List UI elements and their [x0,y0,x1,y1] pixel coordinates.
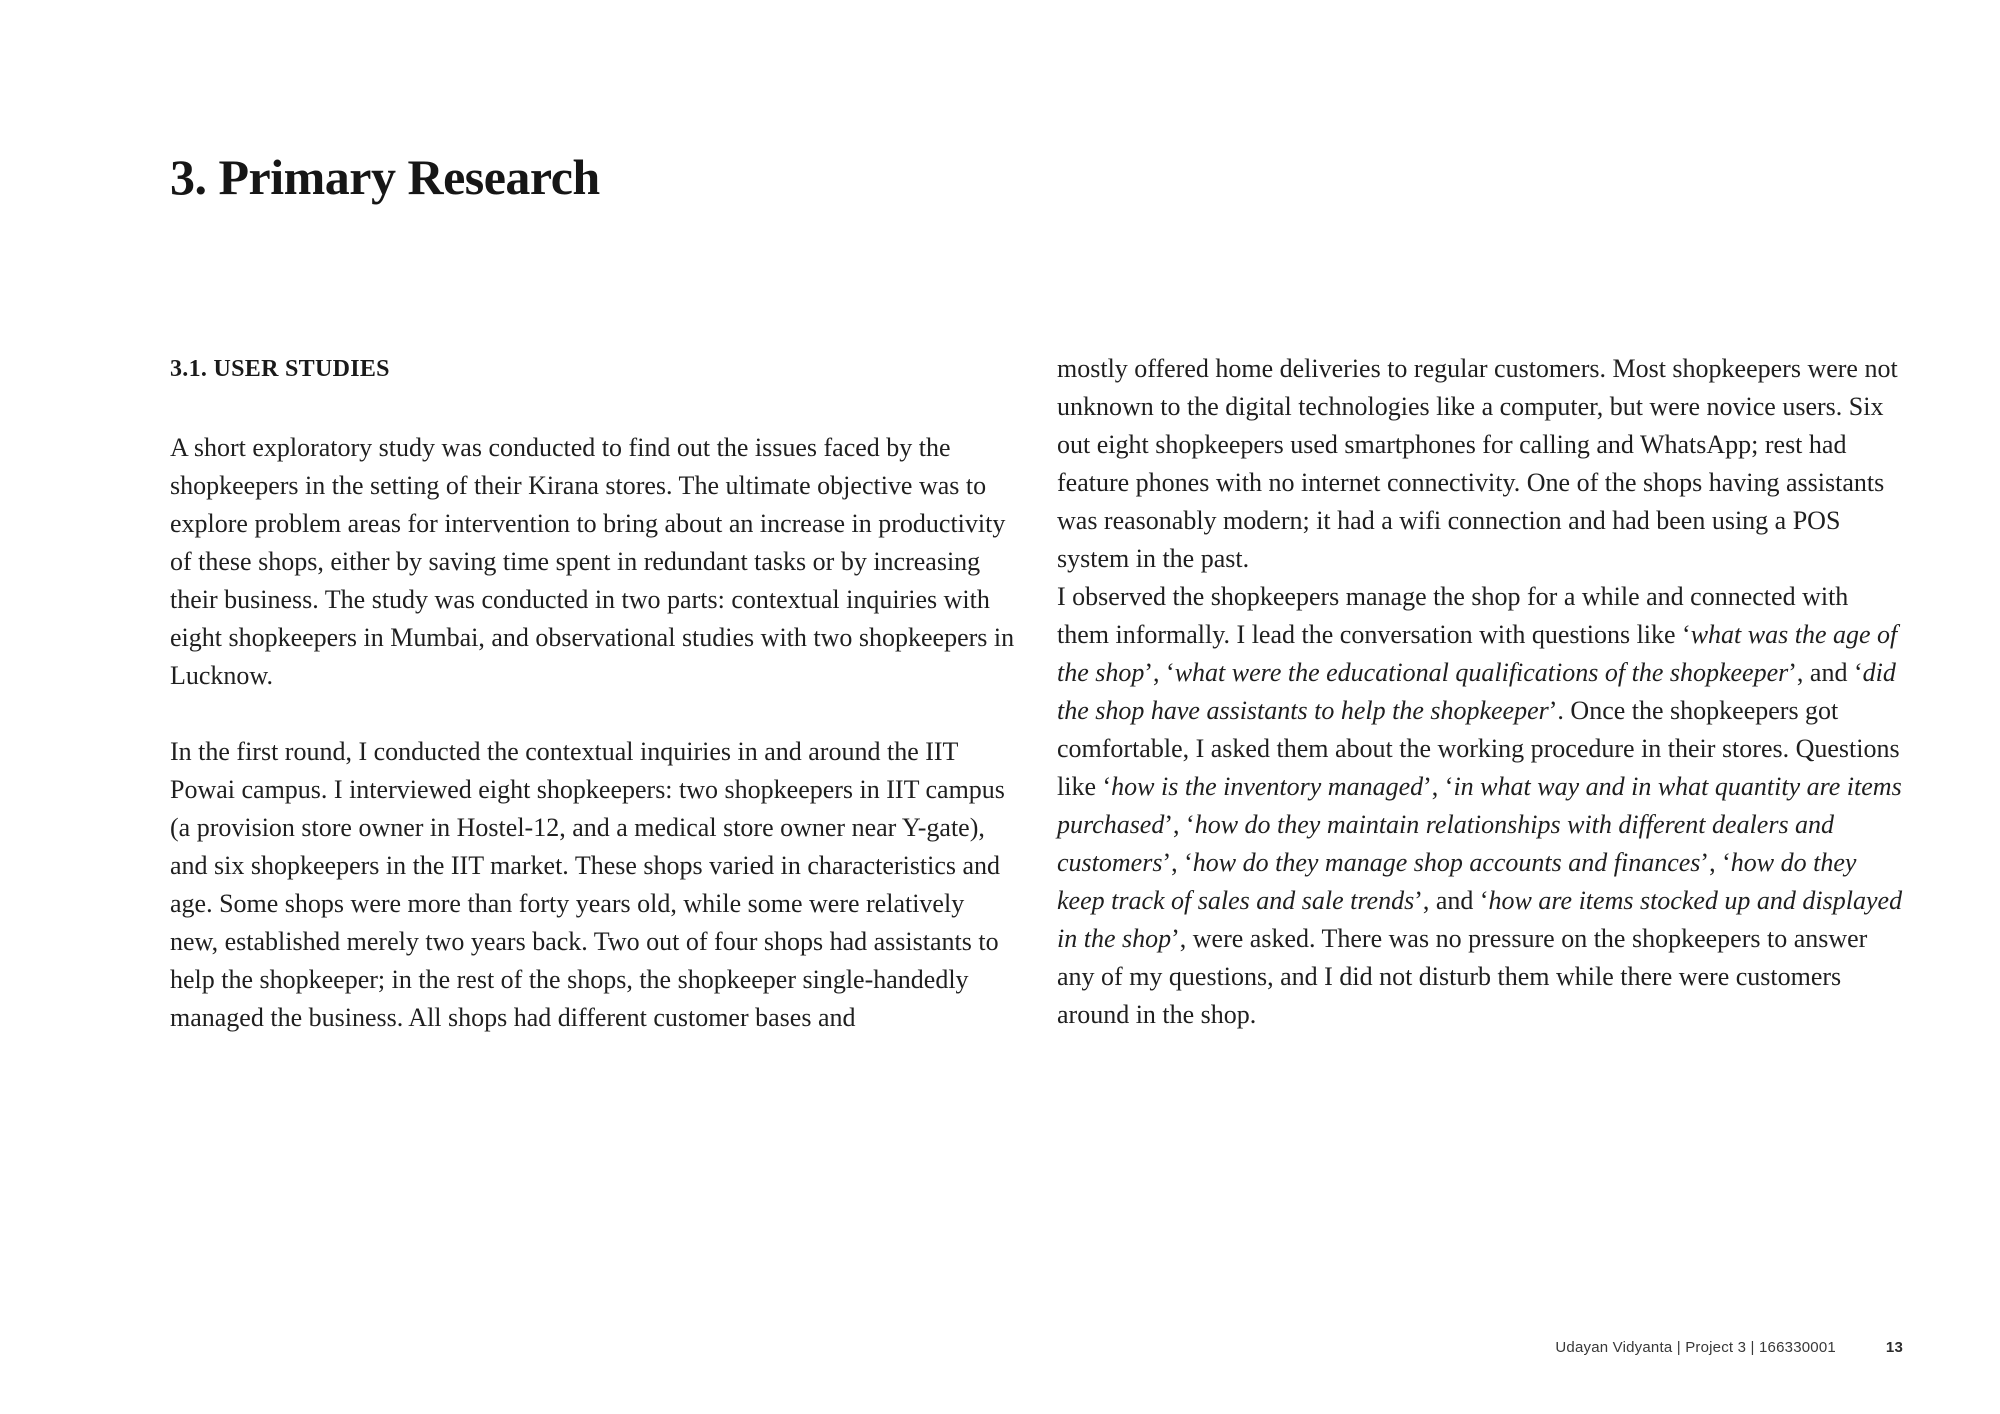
section-heading: 3.1. USER STUDIES [170,356,390,382]
question-quote-text: how is the inventory managed [1111,772,1424,801]
body-text: In the first round, I conducted the contextual inquiries in and around the IIT Powai campus. I interviewed eight shopkeepers: two shopkeepers in IIT campus (a provision store owner in Hostel-12, and a medical store owner near Y-gate), and six shopkeepers in the IIT market. These shops varied in characteristics and age. Some shops were more than forty years old, while some were relatively new, established merely two years back. Two out of four shops had assistants to help the shopkeeper; in the rest of the shops, the shopkeeper single-handedly managed the business. All shops had different customer bases and [170,737,1005,1032]
footer-credit: Udayan Vidyanta | Project 3 | 166330001 [1555,1339,1836,1356]
body-text: ’, were asked. There was no pressure on the shopkeepers to answer any of my questions, and I did not disturb them while there were customers around in the shop. [1057,924,1868,1029]
body-text: ’. Once the shopkeepers got comfortable, I asked them about the working procedure in their stores. Questions like ‘ [1057,696,1900,801]
question-quote-text: what were the educational qualifications of the shopkeeper [1174,658,1789,687]
body-text: mostly offered home deliveries to regular customers. Most shopkeepers were not unknown to the digital technologies like a computer, but were novice users. Six out eight shopkeepers used smartphones for calling and WhatsApp; rest had feature phones with no internet connectivity. One of the shops having assistants was reasonably modern; it had a wifi connection and had been using a POS system in the past. [1057,354,1898,573]
question-quote-text: how do they maintain relationships with different dealers and customers [1057,810,1835,877]
question-quote-text: how are items stocked up and displayed in the shop [1057,886,1903,953]
body-text: ’, and ‘ [1414,886,1489,915]
question-quote-text: in what way and in what quantity are items purchased [1057,772,1902,839]
paragraph [1057,350,1905,578]
question-quote-text: how do they keep track of sales and sale trends [1057,848,1857,915]
left-column-paragraphs [170,429,1018,1037]
body-text: ’, ‘ [1164,810,1195,839]
question-quote-text: did the shop have assistants to help the shopkeeper [1057,658,1896,725]
page-number: 13 [1885,1339,1903,1356]
question-quote-text: what was the age of the shop [1057,620,1898,687]
paragraph [170,429,1018,695]
body-text: ’, and ‘ [1788,658,1863,687]
right-column [1057,350,1905,1034]
page-title: 3. Primary Research [170,149,600,205]
body-text: I observed the shopkeepers manage the shop for a while and connected with them informally. I lead the conversation with questions like ‘ [1057,582,1849,649]
body-text: ’, ‘ [1423,772,1454,801]
paragraph [1057,578,1905,1034]
body-text: ’, ‘ [1162,848,1193,877]
right-column-paragraphs [1057,350,1905,1034]
paragraph [170,733,1018,1037]
body-text: A short exploratory study was conducted to find out the issues faced by the shopkeepers in the setting of their Kirana stores. The ultimate objective was to explore problem areas for intervention to bring about an increase in productivity of these shops, either by saving time spent in redundant tasks or by increasing their business. The study was conducted in two parts: contextual inquiries with eight shopkeepers in Mumbai, and observational studies with two shopkeepers in Lucknow. [170,433,1015,690]
body-text: ’, ‘ [1144,658,1175,687]
left-column [170,355,1018,1037]
page-footer [1555,1338,1903,1358]
question-quote-text: how do they manage shop accounts and finances [1192,848,1701,877]
body-text: ’, ‘ [1700,848,1731,877]
